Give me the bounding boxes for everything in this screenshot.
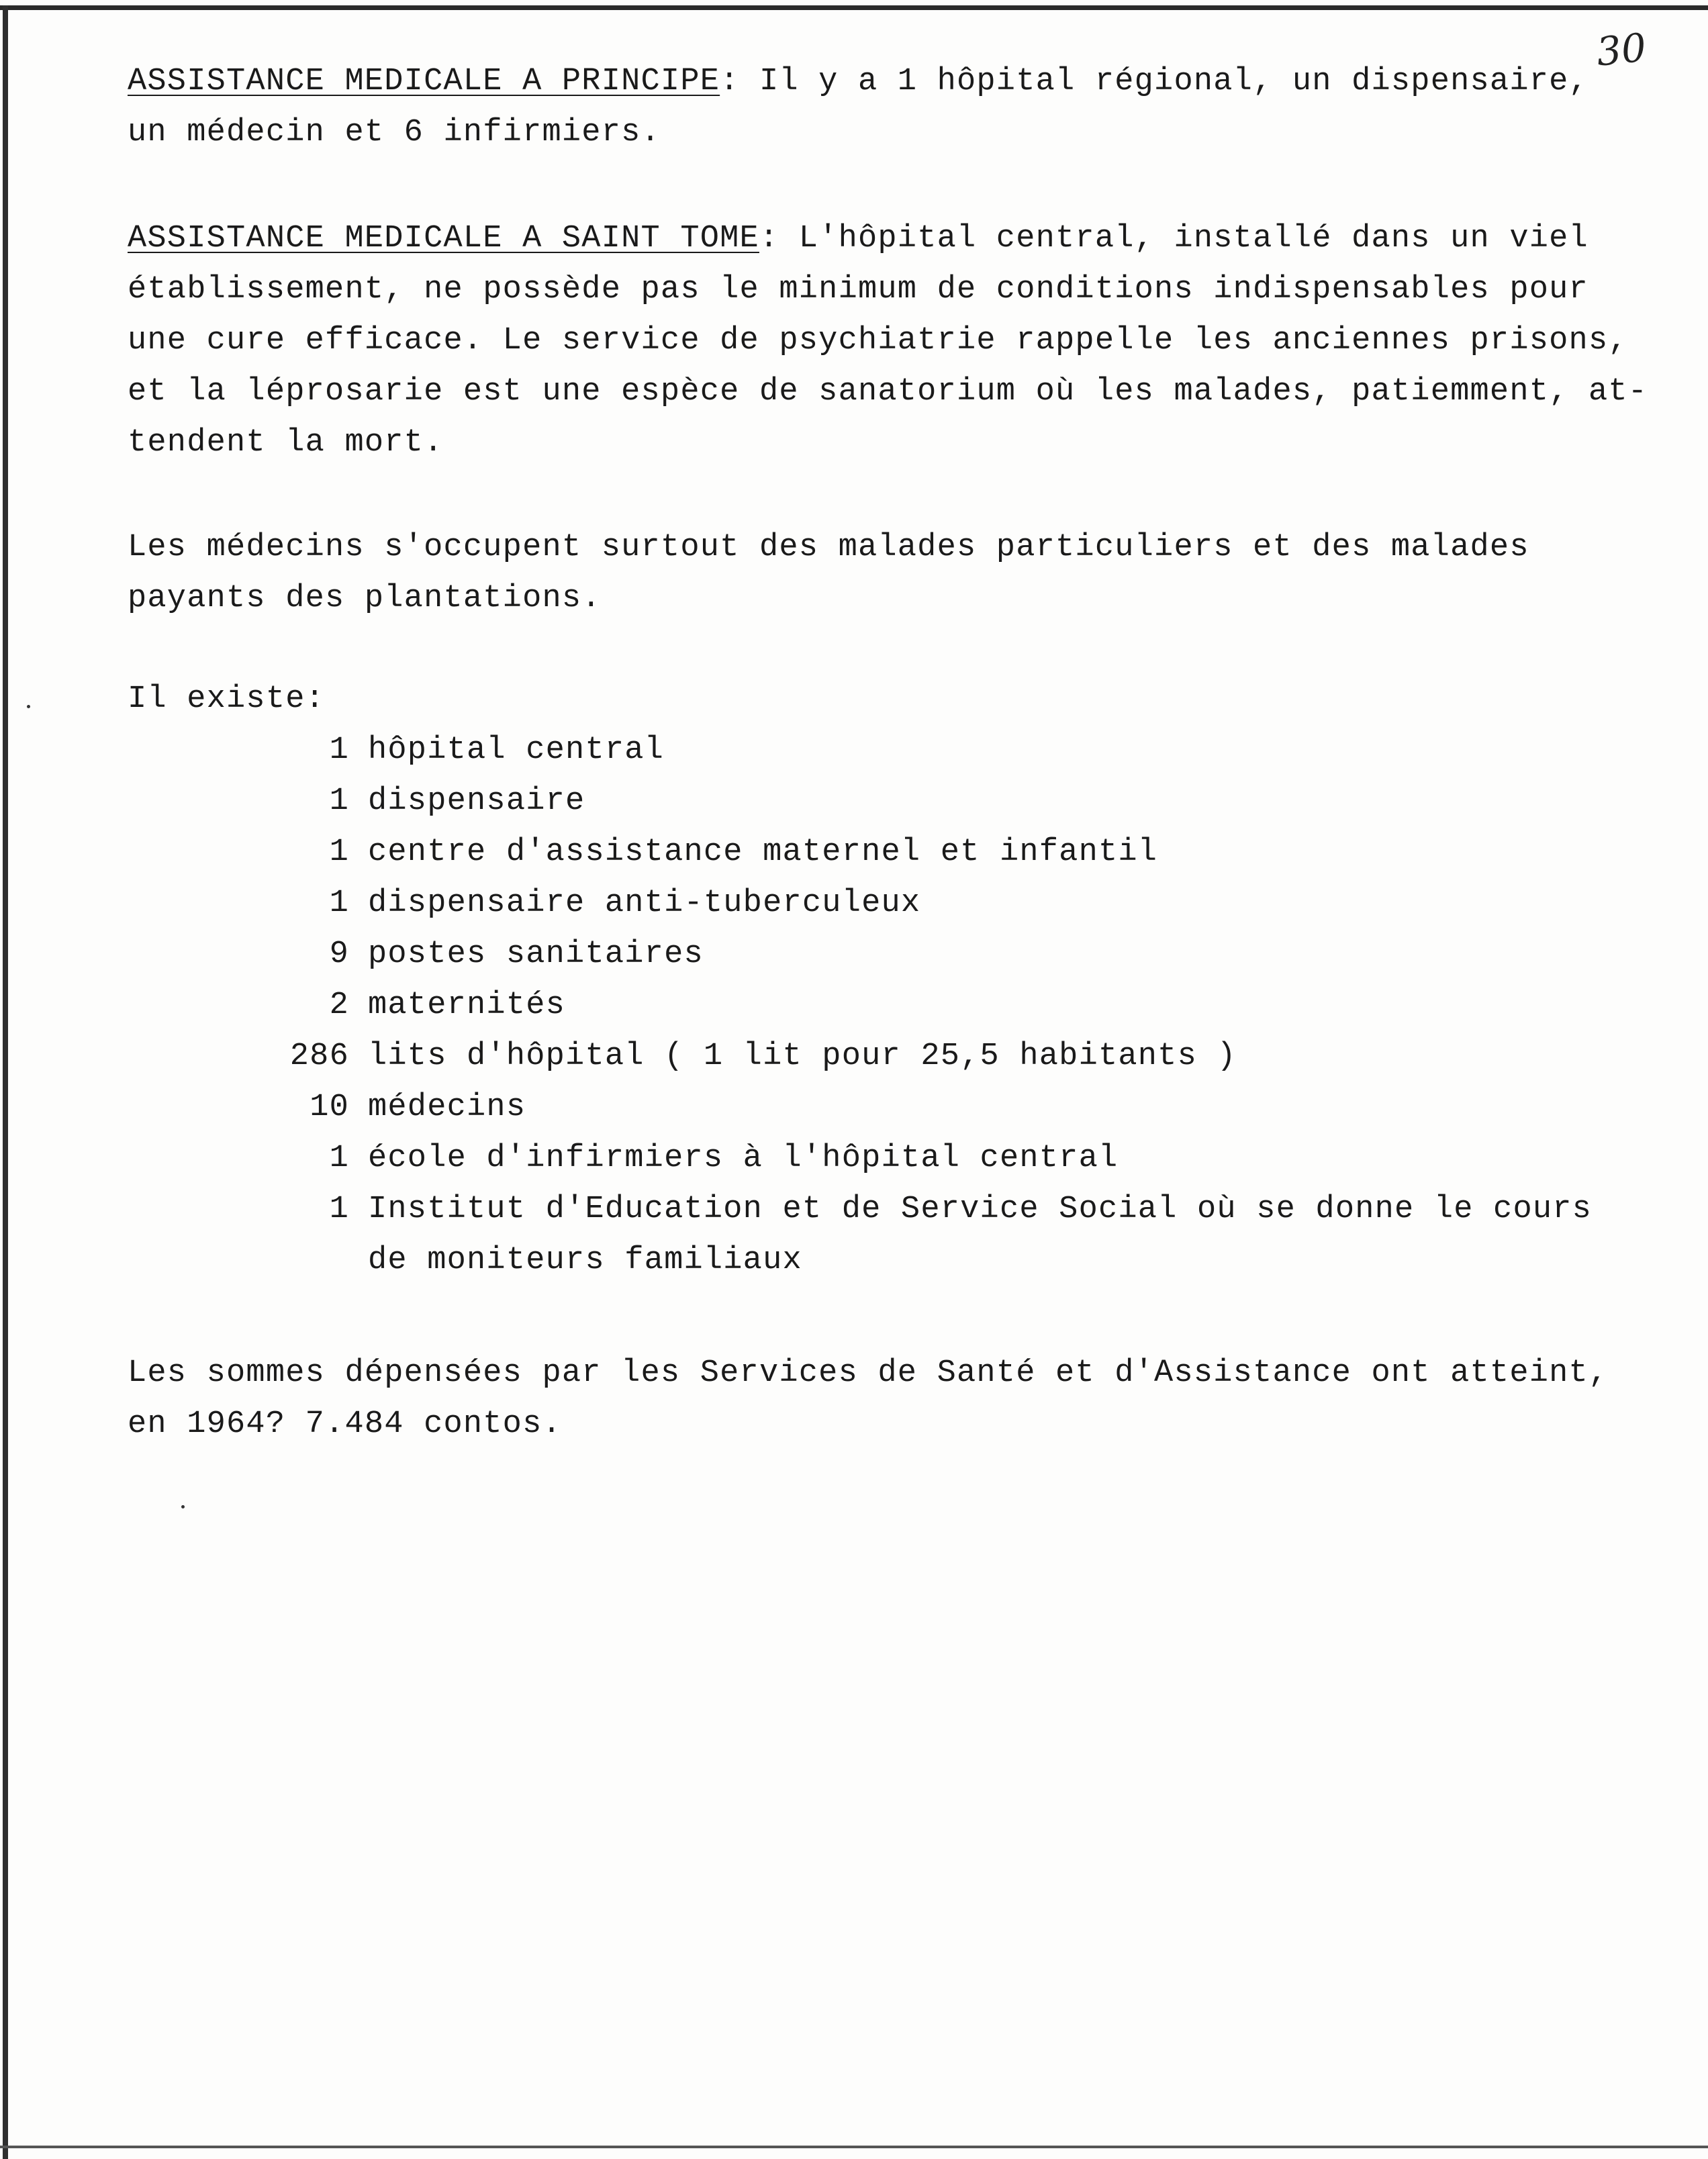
item-description: médecins bbox=[368, 1090, 526, 1125]
item-description: Institut d'Education et de Service Social où se donne le cours de moniteurs familiaux bbox=[368, 1192, 1593, 1278]
list-item bbox=[255, 980, 1665, 1031]
item-quantity: 1 bbox=[329, 885, 349, 921]
paragraph-saint-tome-line3: une cure efficace. Le service de psychiatrie rappelle les anciennes prisons, bbox=[128, 323, 1628, 358]
item-description: maternités bbox=[368, 988, 566, 1023]
paragraph-saint-tome-text: : L'hôpital central, installé dans un viel bbox=[759, 221, 1588, 256]
paragraph-principe-line2: un médecin et 6 infirmiers. bbox=[128, 115, 661, 150]
item-quantity: 10 bbox=[310, 1090, 349, 1125]
item-quantity: 1 bbox=[329, 834, 349, 870]
paragraph-sommes-line1: Les sommes dépensées par les Services de Santé et d'Assistance ont atteint, bbox=[128, 1355, 1609, 1391]
paragraph-saint-tome-line4: et la léprosarie est une espèce de sanatorium où les malades, patiemment, at- bbox=[128, 374, 1648, 410]
item-description: école d'infirmiers à l'hôpital central bbox=[368, 1141, 1119, 1176]
list-item bbox=[255, 1082, 1665, 1133]
scan-border-left bbox=[3, 5, 8, 2159]
list-item bbox=[255, 725, 1665, 776]
list-item bbox=[255, 827, 1665, 878]
scan-border-bottom bbox=[0, 2146, 1708, 2148]
list-intro: Il existe: bbox=[128, 681, 326, 717]
item-description: dispensaire bbox=[368, 783, 585, 819]
scan-speck bbox=[181, 1505, 185, 1508]
item-quantity: 2 bbox=[329, 988, 349, 1023]
paragraph-medecins-line1: Les médecins s'occupent surtout des malades particuliers et des malades bbox=[128, 530, 1529, 565]
item-quantity: 1 bbox=[329, 1141, 349, 1176]
list-item bbox=[255, 1184, 1665, 1286]
item-quantity: 9 bbox=[329, 937, 349, 972]
heading-saint-tome: ASSISTANCE MEDICALE A SAINT TOME bbox=[128, 221, 759, 256]
list-item bbox=[255, 878, 1665, 929]
paragraph-principe-line1 bbox=[128, 56, 1672, 107]
paragraph-medecins-line2: payants des plantations. bbox=[128, 581, 602, 616]
item-quantity: 1 bbox=[329, 783, 349, 819]
list-item bbox=[255, 1133, 1665, 1184]
paragraph-principe-text: : Il y a 1 hôpital régional, un dispensaire, bbox=[720, 64, 1588, 99]
item-quantity: 286 bbox=[289, 1039, 349, 1074]
list-item bbox=[255, 929, 1665, 980]
scan-speck bbox=[27, 705, 30, 708]
scan-border-top bbox=[0, 5, 1708, 10]
item-description: lits d'hôpital ( 1 lit pour 25,5 habitants ) bbox=[368, 1039, 1237, 1074]
paragraph-sommes-line2: en 1964? 7.484 contos. bbox=[128, 1406, 562, 1442]
paragraph-saint-tome-line2: établissement, ne possède pas le minimum de conditions indispensables pour bbox=[128, 272, 1588, 307]
item-description: centre d'assistance maternel et infantil bbox=[368, 834, 1158, 870]
paragraph-saint-tome-line5: tendent la mort. bbox=[128, 425, 444, 461]
paragraph-saint-tome-line1 bbox=[128, 213, 1672, 265]
list-item bbox=[255, 1031, 1665, 1082]
item-quantity: 1 bbox=[329, 1192, 349, 1227]
item-description: dispensaire anti-tuberculeux bbox=[368, 885, 921, 921]
list-item bbox=[255, 776, 1665, 827]
heading-principe: ASSISTANCE MEDICALE A PRINCIPE bbox=[128, 64, 720, 99]
handwritten-page-number: 30 bbox=[1594, 24, 1649, 75]
item-quantity: 1 bbox=[329, 732, 349, 768]
item-description: postes sanitaires bbox=[368, 937, 704, 972]
facilities-list bbox=[255, 725, 1665, 1286]
item-description: hôpital central bbox=[368, 732, 665, 768]
